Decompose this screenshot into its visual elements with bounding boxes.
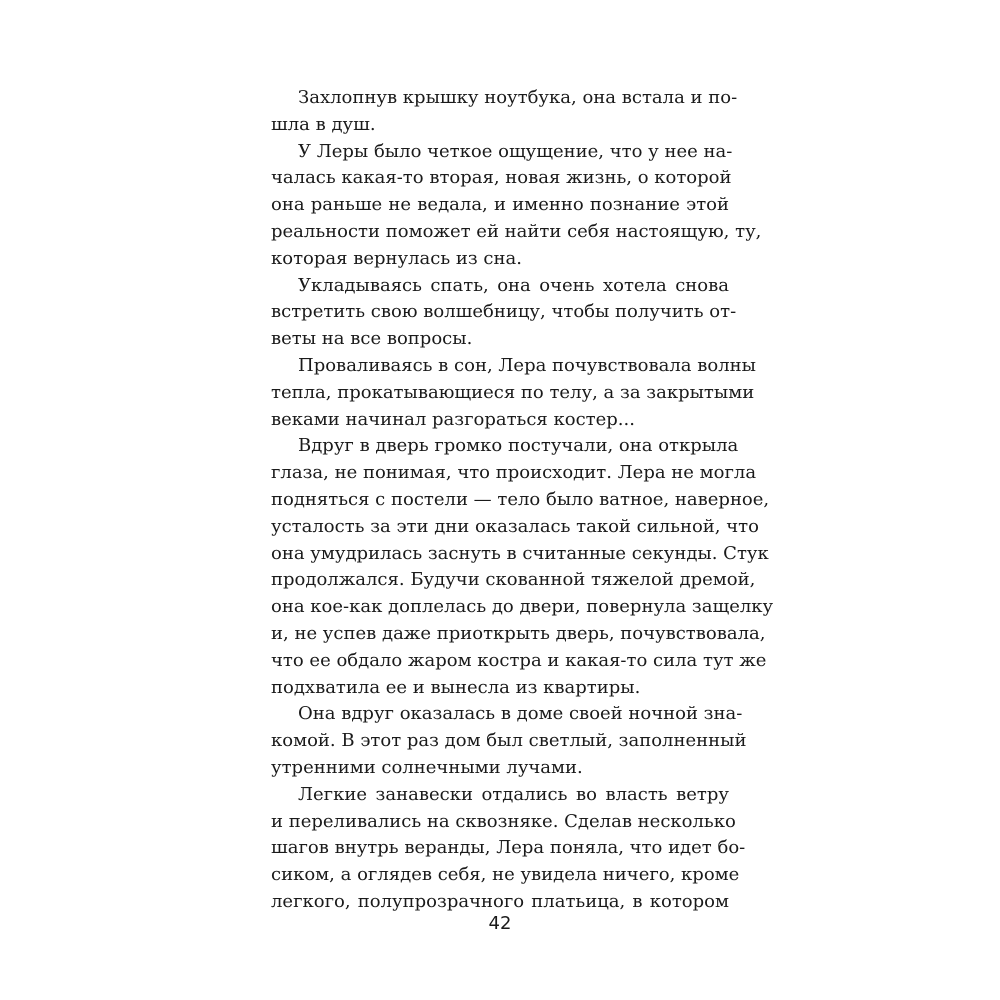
- text-line: Захлопнув крышку ноутбука, она встала и по-: [298, 87, 738, 108]
- text-line: глаза, не понимая, что происходит. Лера не могла: [271, 462, 757, 484]
- text-line: встретить свою волшебницу, чтобы получить от-: [271, 301, 737, 323]
- text-line: комой. В этот раз дом был светлый, заполненный: [271, 730, 747, 752]
- text-line: Она вдруг оказалась в доме своей ночной зна-: [298, 703, 743, 725]
- text-line: утренними солнечными лучами.: [271, 756, 583, 778]
- text-line: она кое-как доплелась до двери, повернула защелку: [271, 596, 774, 618]
- text-line: Проваливаясь в сон, Лера почувствовала волны: [298, 354, 756, 376]
- paragraph: [271, 701, 747, 781]
- paragraph: [271, 433, 774, 701]
- text-line: продолжался. Будучи скованной тяжелой дремой,: [271, 569, 756, 591]
- text-line: она умудрилась заснуть в считанные секунды. Стук: [271, 542, 769, 564]
- text-line: которая вернулась из сна.: [271, 247, 522, 269]
- text-line: и переливались на сквозняке. Сделав несколько: [271, 810, 736, 832]
- text-line: сиком, а оглядев себя, не увидела ничего, кроме: [271, 864, 740, 886]
- text-line: тепла, прокатывающиеся по телу, а за закрытыми: [271, 381, 755, 403]
- text-line: реальности поможет ей найти себя настоящую, ту,: [271, 220, 762, 242]
- text-line: легкого, полупрозрачного платьица, в котором: [271, 890, 729, 912]
- text-line: шагов внутрь веранды, Лера поняла, что идет бо-: [271, 837, 746, 859]
- paragraph: [271, 273, 737, 353]
- text-line: подняться с постели — тело было ватное, наверное,: [271, 488, 770, 510]
- text-line: чалась какая-то вторая, новая жизнь, о которой: [271, 167, 732, 189]
- text-line: веками начинал разгораться костер...: [271, 408, 635, 430]
- text-line: веты на все вопросы.: [271, 328, 473, 350]
- paragraph: [271, 85, 738, 139]
- text-line: Вдруг в дверь громко постучали, она открыла: [298, 435, 739, 457]
- text-line: Легкие занавески отдались во власть ветру: [298, 783, 729, 805]
- text-line: подхватила ее и вынесла из квартиры.: [271, 676, 641, 698]
- paragraph: [271, 139, 762, 273]
- text-line: У Леры было четкое ощущение, что у нее на-: [298, 140, 733, 162]
- paragraph: [271, 353, 756, 433]
- text-line: что ее обдало жаром костра и какая-то сила тут же: [271, 649, 767, 671]
- text-line: она раньше не ведала, и именно познание этой: [271, 194, 729, 216]
- text-line: шла в душ.: [271, 113, 376, 135]
- text-line: усталость за эти дни оказалась такой сильной, что: [271, 515, 759, 537]
- body-text: [271, 85, 774, 916]
- page-number: 42: [488, 913, 512, 934]
- text-line: Укладываясь спать, она очень хотела снова: [298, 274, 729, 296]
- paragraph: [271, 782, 746, 916]
- text-line: и, не успев даже приоткрыть дверь, почувствовала,: [271, 622, 766, 644]
